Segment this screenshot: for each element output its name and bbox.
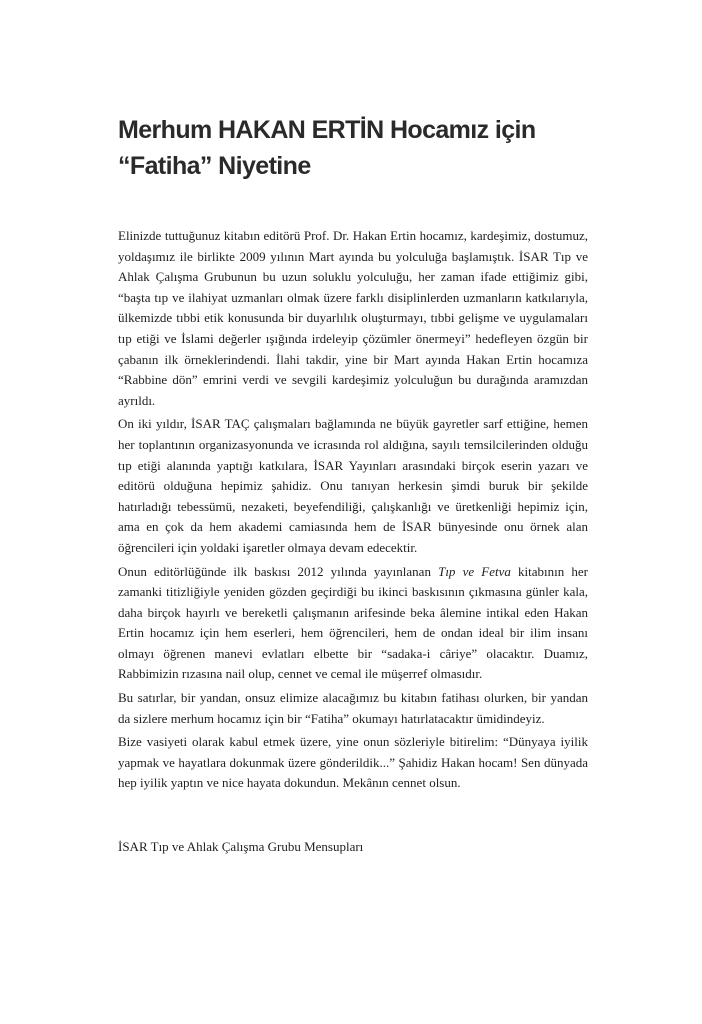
signature: İSAR Tıp ve Ahlak Çalışma Grubu Mensupları	[118, 839, 364, 854]
title-line-2: “Fatiha” Niyetine	[118, 152, 311, 180]
paragraph-3	[118, 562, 588, 686]
book-title: Tıp ve Fetva	[438, 563, 511, 579]
page-title	[118, 112, 598, 184]
paragraph-5: Bize vasiyeti olarak kabul etmek üzere, yine onun sözleriyle bitirelim: “Dünyaya iyilik yapmak ve hayatlara dokunmak üzere gönderildik...” Şahidiz Hakan hocam! Sen dünyada hep iyilik yaptın ve nice hayata dokundun. Mekânın cennet olsun.	[118, 734, 588, 791]
body-text	[118, 226, 588, 797]
paragraph-3-end: kitabının her zamanki titizliğiyle yeniden gözden geçirdiği bu ikinci baskısının çıkmasına günler kala, daha birçok hayırlı ve bereketli çalışmanın arifesinde beka âlemine intikal eden Hakan Ertin hocamız için hem eserleri, hem öğrencileri, hem de ondan ideal bir ilim insanı olmayı öğrenen manevi evlatları elbette bir “sadaka-i câriye” olacaktır. Duamız, Rabbimizin rızasına nail olup, cennet ve cemal ile müşerref olmasıdır.	[118, 563, 588, 682]
paragraph-3-start: Onun editörlüğünde ilk baskısı 2012 yılında yayınlanan	[118, 563, 439, 579]
title-line-1: Merhum HAKAN ERTİN Hocamız için	[118, 116, 536, 144]
paragraph-4: Bu satırlar, bir yandan, onsuz elimize alacağımız bu kitabın fatihası olurken, bir yandan da sizlere merhum hocamız için bir “Fatiha” okumayı hatırlatacaktır ümidindeyiz.	[118, 690, 588, 726]
paragraph-2: On iki yıldır, İSAR TAÇ çalışmaları bağlamında ne büyük gayretler sarf ettiğine, hemen her toplantının organizasyonunda ve icrasında rol aldığına, sayılı temsilcilerinden olduğu tıp etiği alanında yaptığı katkılara, İSAR Yayınları arasındaki birçok eserin yazarı ve editörü olduğuna hepimiz şahidiz. Onu tanıyan herkesin şimdi buruk bir şekilde hatırladığı tebessümü, nezaketi, beyefendiliği, çalışkanlığı ve üretkenliği hepimiz için, ama en çok da hem akademi camiasında hem de İSAR bünyesinde onu örnek alan öğrencileri için yoldaki işaretler olmaya devam edecektir.	[118, 416, 588, 555]
paragraph-1: Elinizde tuttuğunuz kitabın editörü Prof. Dr. Hakan Ertin hocamız, kardeşimiz, dostumuz, yoldaşımız ile birlikte 2009 yılının Mart ayında bu yolculuğa başlamıştık. İSAR Tıp ve Ahlak Çalışma Grubunun bu uzun soluklu yolculuğu, her zaman ifade ettiğimiz gibi, “başta tıp ve ilahiyat uzmanları olmak üzere farklı disiplinlerden uzmanların katkılarıyla, ülkemizde tıbbi etik konusunda bir duyarlılık oluşturmayı, tıbbi gelişme ve uygulamaları tıp etiği ve İslami değerler ışığında irdeleyip çözümler önermeyi” hedefleyen özgün bir çabanın ilk örneklerindendi. İlahi takdir, yine bir Mart ayında Hakan Ertin hocamıza “Rabbine dön” emrini verdi ve sevgili kardeşimiz yolculuğun bu durağında aramızdan ayrıldı.	[118, 228, 588, 408]
